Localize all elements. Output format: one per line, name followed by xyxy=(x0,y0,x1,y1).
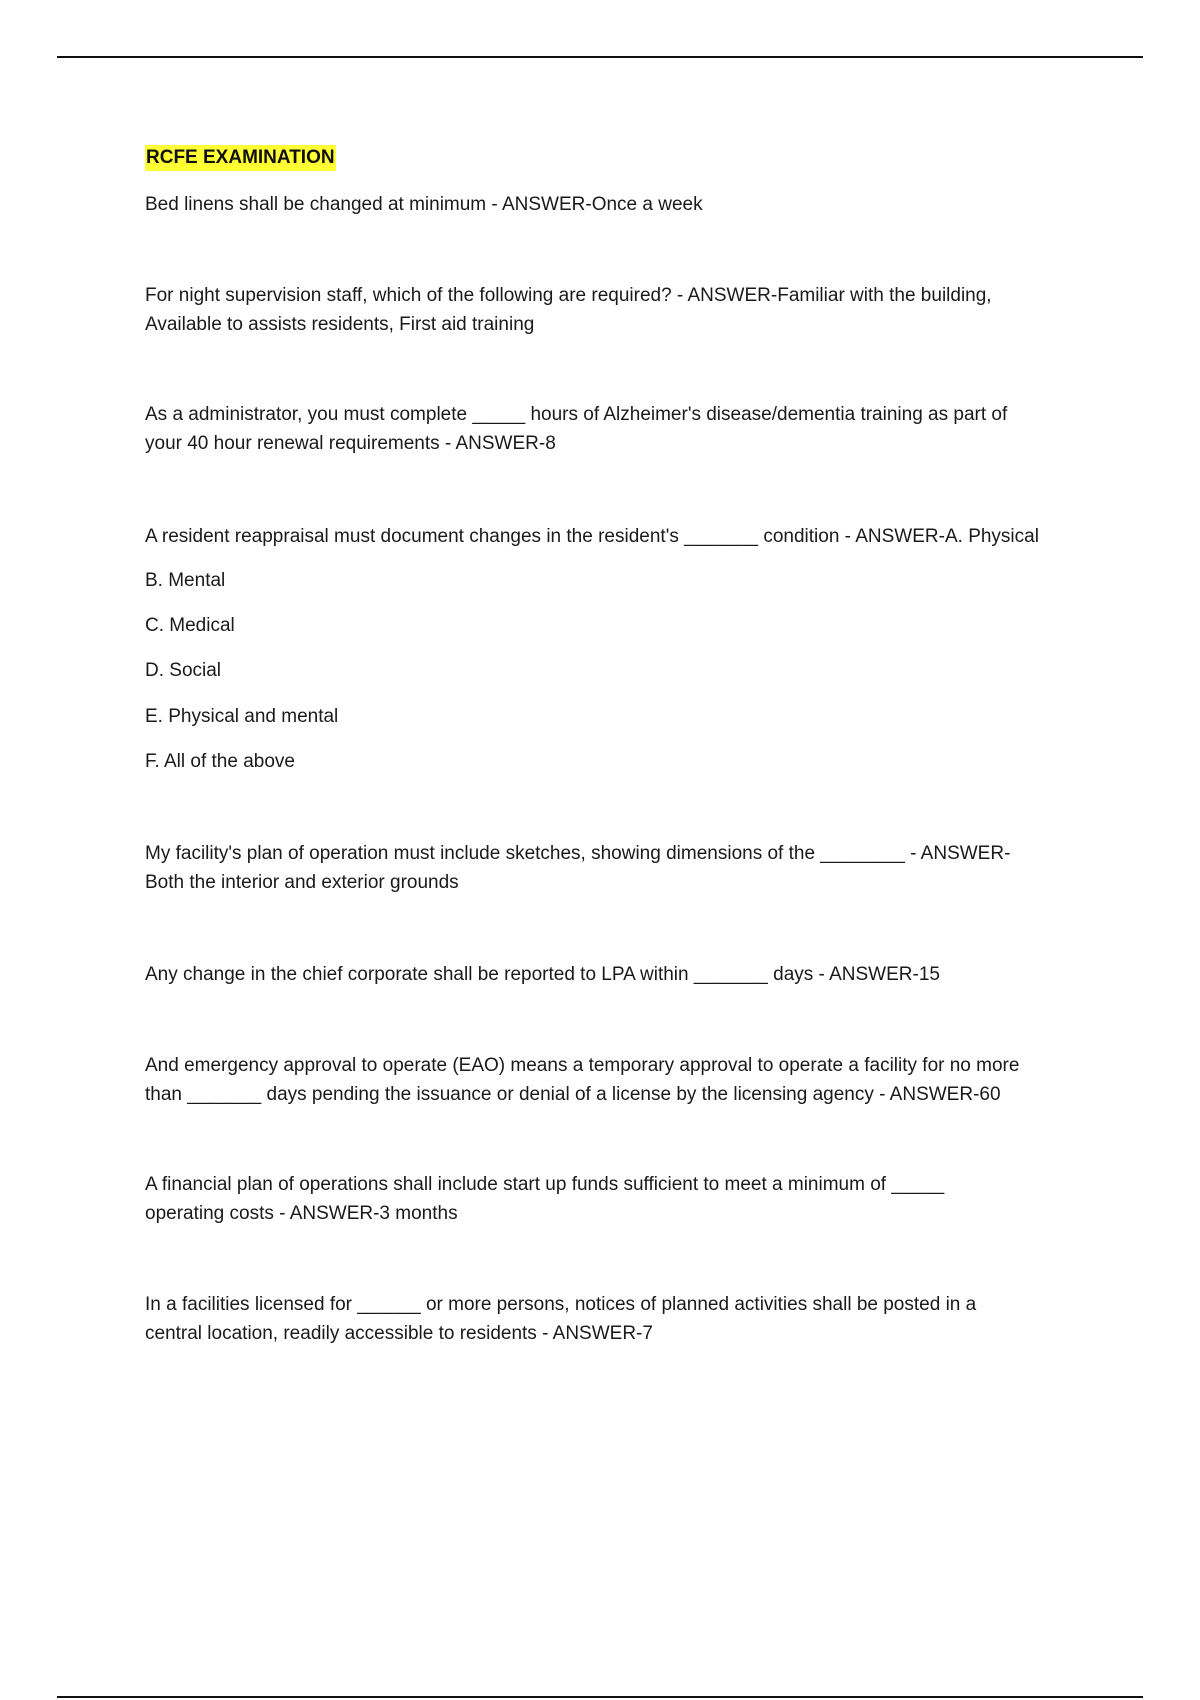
answer-option: D. Social xyxy=(145,660,222,681)
question-item-4: A resident reappraisal must document changes in the resident's _______ condition - ANSWER-A. Physical xyxy=(145,526,1039,547)
question-item-7: And emergency approval to operate (EAO) means a temporary approval to operate a facility for no more than _______ days pending the issuance or denial of a license by the licensing agency - ANSWER-60 xyxy=(145,1055,1020,1105)
answer-option: C. Medical xyxy=(145,615,235,636)
page-title: RCFE EXAMINATION xyxy=(145,145,336,171)
question-item-5: My facility's plan of operation must include sketches, showing dimensions of the ________ - ANSWER- Both the interior and exterior grounds xyxy=(145,843,1011,893)
question-item-9: In a facilities licensed for ______ or more persons, notices of planned activities shall be posted in a central location, readily accessible to residents - ANSWER-7 xyxy=(145,1294,977,1344)
top-rule xyxy=(57,56,1143,58)
question-item-8: A financial plan of operations shall include start up funds sufficient to meet a minimum of _____ operating costs - ANSWER-3 months xyxy=(145,1174,945,1224)
answer-option: B. Mental xyxy=(145,570,226,591)
answer-option: F. All of the above xyxy=(145,751,295,772)
bottom-rule xyxy=(57,1696,1143,1698)
question-item-6: Any change in the chief corporate shall be reported to LPA within _______ days - ANSWER-15 xyxy=(145,964,940,985)
question-item-3: As a administrator, you must complete _____ hours of Alzheimer's disease/dementia training as part of your 40 hour renewal requirements - ANSWER-8 xyxy=(145,404,1008,454)
question-item-1: Bed linens shall be changed at minimum - ANSWER-Once a week xyxy=(145,194,703,215)
answer-option: E. Physical and mental xyxy=(145,706,339,727)
question-item-2: For night supervision staff, which of the following are required? - ANSWER-Familiar with the building, Available to assists residents, First aid training xyxy=(145,285,992,335)
